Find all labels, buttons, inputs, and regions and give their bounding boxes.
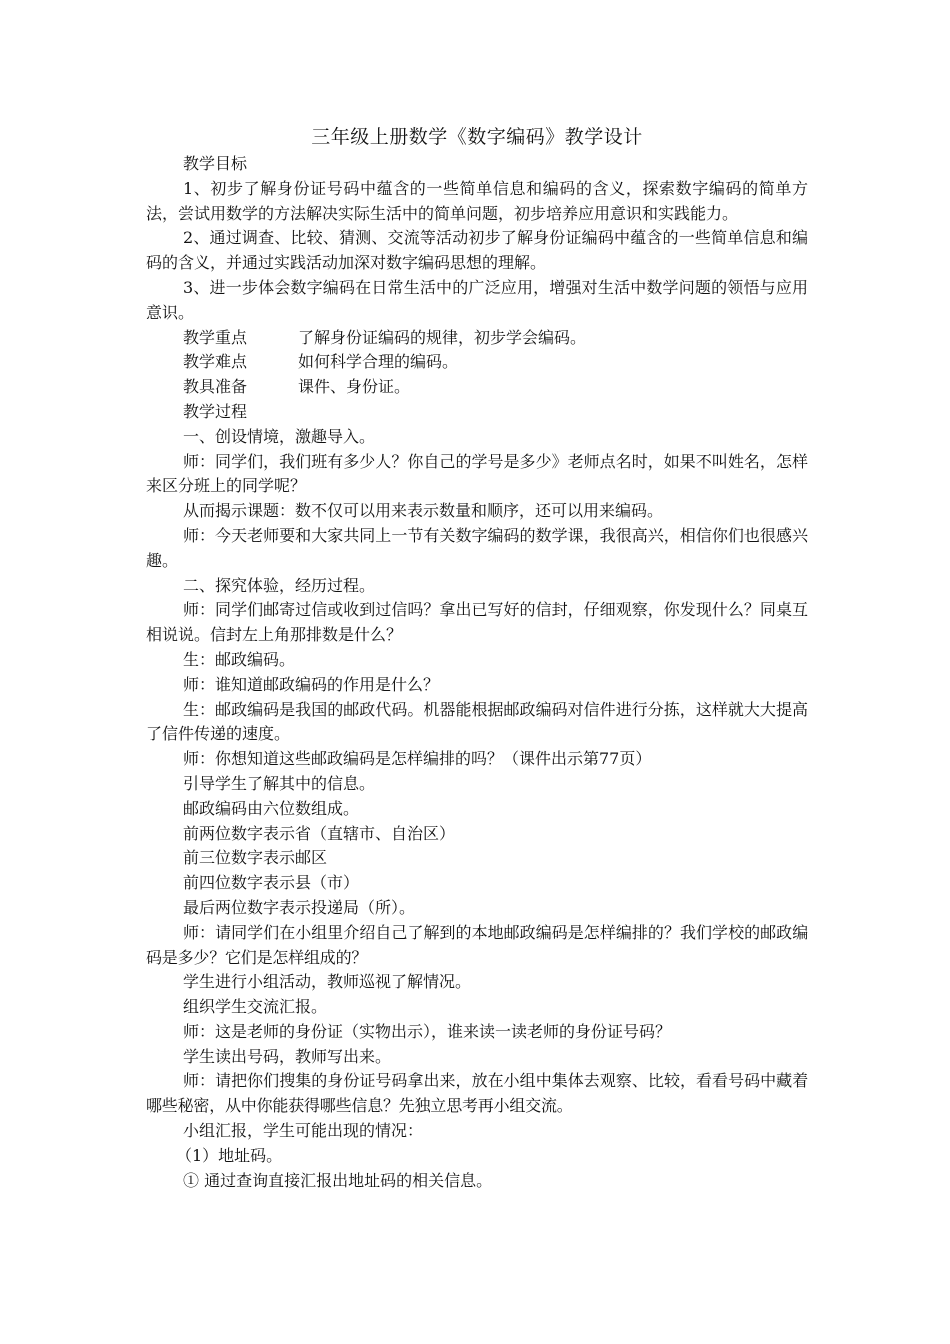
materials-label: 教具准备 [183, 377, 248, 397]
paragraph: 学生进行小组活动，教师巡视了解情况。 [183, 972, 472, 992]
section-2-heading: 二、探究体验，经历过程。 [183, 575, 376, 595]
process-heading: 教学过程 [183, 401, 248, 421]
paragraph: 师：请同学们在小组里介绍自己了解到的本地邮政编码是怎样编排的？我们学校的邮政编码是多少？它们是怎样组成的？ [146, 922, 808, 967]
paragraph: 邮政编码由六位数组成。 [183, 798, 360, 818]
paragraph: 前两位数字表示省（直辖市、自治区） [183, 823, 456, 843]
paragraph: 学生读出号码，教师写出来。 [183, 1046, 392, 1066]
difficulty-row [146, 350, 808, 375]
paragraph: 前四位数字表示县（市） [183, 873, 360, 893]
materials-row [146, 375, 808, 400]
goal-3: 3、进一步体会数字编码在日常生活中的广泛应用，增强对生活中数学问题的领悟与应用意识。 [146, 277, 808, 322]
list-item: （1）地址码。 [176, 1145, 283, 1165]
section-1-heading: 一、创设情境，激趣导入。 [183, 426, 376, 446]
paragraph: 师：谁知道邮政编码的作用是什么？ [183, 674, 440, 694]
key-point-label: 教学重点 [183, 327, 248, 347]
paragraph: 师：同学们，我们班有多少人？你自己的学号是多少》老师点名时，如果不叫姓名，怎样来区分班上的同学呢？ [146, 451, 808, 496]
paragraph: 师：这是老师的身份证（实物出示），谁来读一读老师的身份证号码？ [183, 1021, 672, 1041]
paragraph: 生：邮政编码是我国的邮政代码。机器能根据邮政编码对信件进行分拣，这样就大大提高了信件传递的速度。 [146, 699, 808, 744]
key-point-row [146, 326, 808, 351]
difficulty-label: 教学难点 [183, 352, 248, 372]
document-page [146, 122, 808, 1193]
paragraph: 最后两位数字表示投递局（所）。 [183, 897, 416, 917]
list-item: ① 通过查询直接汇报出地址码的相关信息。 [183, 1170, 493, 1190]
key-point-text: 了解身份证编码的规律，初步学会编码。 [298, 327, 587, 347]
difficulty-text: 如何科学合理的编码。 [298, 352, 459, 372]
goals-heading: 教学目标 [183, 154, 248, 173]
paragraph: 前三位数字表示邮区 [183, 848, 328, 868]
paragraph: 生：邮政编码。 [183, 649, 296, 669]
paragraph: 师：今天老师要和大家共同上一节有关数字编码的数学课，我很高兴，相信你们也很感兴趣。 [146, 525, 808, 570]
paragraph: 师：你想知道这些邮政编码是怎样编排的吗？（课件出示第77页） [183, 749, 652, 769]
goal-2: 2、通过调查、比较、猜测、交流等活动初步了解身份证编码中蕴含的一些简单信息和编码的含义，并通过实践活动加深对数字编码思想的理解。 [146, 228, 808, 273]
paragraph: 师：同学们邮寄过信或收到过信吗？拿出已写好的信封，仔细观察，你发现什么？同桌互相说说。信封左上角那排数是什么？ [146, 600, 808, 645]
document-title: 三年级上册数学《数字编码》教学设计 [311, 126, 643, 148]
paragraph: 师：请把你们搜集的身份证号码拿出来，放在小组中集体去观察、比较，看看号码中藏着哪些秘密，从中你能获得哪些信息？先独立思考再小组交流。 [146, 1071, 808, 1116]
goal-1: 1、初步了解身份证号码中蕴含的一些简单信息和编码的含义，探索数字编码的简单方法，尝试用数学的方法解决实际生活中的简单问题，初步培养应用意识和实践能力。 [146, 178, 808, 223]
paragraph: 小组汇报，学生可能出现的情况： [183, 1121, 424, 1141]
paragraph: 从而揭示课题：数不仅可以用来表示数量和顺序，还可以用来编码。 [183, 501, 664, 521]
paragraph: 组织学生交流汇报。 [183, 997, 328, 1017]
materials-text: 课件、身份证。 [298, 377, 411, 397]
paragraph: 引导学生了解其中的信息。 [183, 773, 376, 793]
